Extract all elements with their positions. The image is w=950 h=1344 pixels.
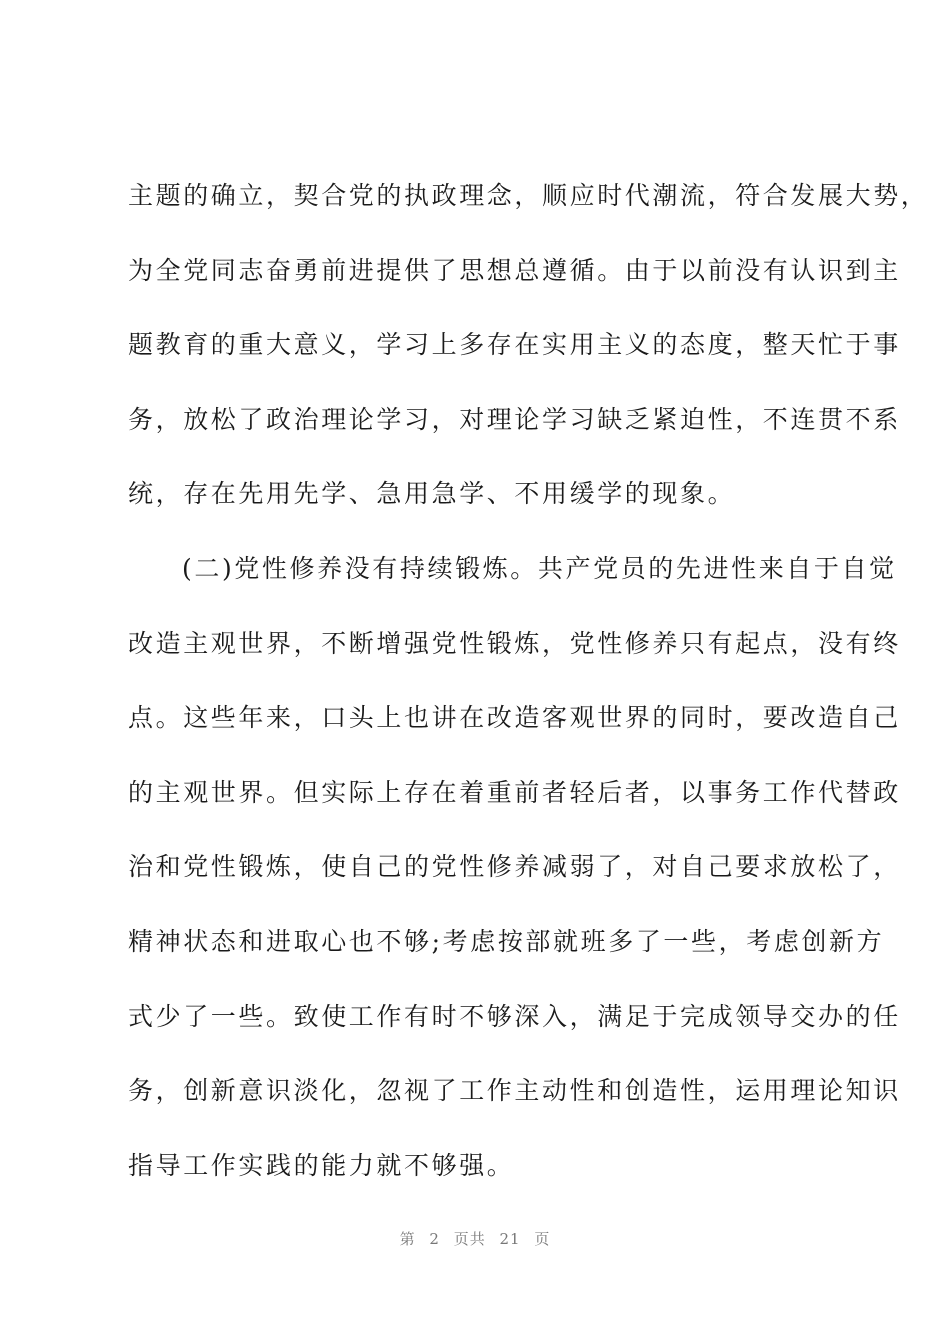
paragraph-line: 主题的确立，契合党的执政理念，顺应时代潮流，符合发展大势，	[128, 181, 929, 210]
paragraph-line: 统，存在先用先学、急用急学、不用缓学的现象。	[128, 479, 736, 509]
paragraph-line: 指导工作实践的能力就不够强。	[128, 1150, 515, 1180]
paragraph-line: 为全党同志奋勇前进提供了思想总遵循。由于以前没有认识到主	[128, 255, 901, 285]
paragraph-line: 的主观世界。但实际上存在着重前者轻后者，以事务工作代替政	[128, 777, 901, 807]
paragraph-line: 改造主观世界，不断增强党性锻炼，党性修养只有起点，没有终	[128, 628, 901, 658]
paragraph-line: 题教育的重大意义，学习上多存在实用主义的态度，整天忙于事	[128, 330, 901, 360]
document-body	[128, 171, 929, 1215]
paragraph-line: 务，创新意识淡化，忽视了工作主动性和创造性，运用理论知识	[128, 1076, 901, 1106]
paragraph-line: 务，放松了政治理论学习，对理论学习缺乏紧迫性，不连贯不系	[128, 404, 901, 434]
page-number-footer: 第 2 页共 21 页	[399, 1230, 551, 1248]
paragraph-line: 治和党性锻炼，使自己的党性修养减弱了，对自己要求放松了，	[128, 852, 901, 882]
paragraph-line: 式少了一些。致使工作有时不够深入，满足于完成领导交办的任	[128, 1001, 901, 1031]
paragraph-line: 精神状态和进取心也不够;考虑按部就班多了一些，考虑创新方	[128, 926, 885, 956]
section-heading-line: (二)党性修养没有持续锻炼。共产党员的先进性来自于自觉	[182, 553, 897, 583]
paragraph-line: 点。这些年来，口头上也讲在改造客观世界的同时，要改造自己	[128, 703, 901, 733]
